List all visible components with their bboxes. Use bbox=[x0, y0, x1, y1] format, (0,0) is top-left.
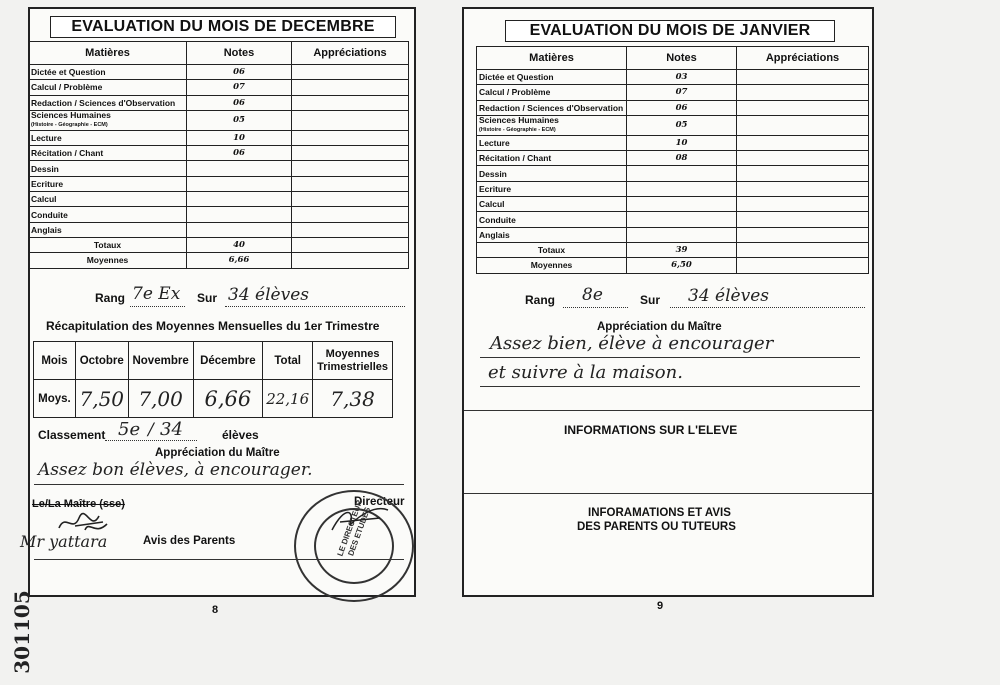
table-row: Sciences Humaines (Histoire - Géographie - ECM) 05 bbox=[29, 110, 409, 130]
classement-rank: 5e bbox=[118, 419, 141, 440]
note-value: 10 bbox=[627, 135, 737, 150]
table-row: Lecture 10 bbox=[477, 135, 869, 150]
table-row: Anglais bbox=[29, 222, 409, 237]
totaux-value: 40 bbox=[187, 237, 292, 252]
table-row: Sciences Humaines (Histoire - Géographie - ECM) 05 bbox=[477, 115, 869, 135]
table-row: Conduite bbox=[477, 212, 869, 227]
classement-label: Classement bbox=[38, 428, 106, 442]
avis-parents-label: Avis des Parents bbox=[143, 535, 236, 547]
note-value: 07 bbox=[187, 80, 292, 95]
appreciation-line-2: et suivre à la maison. bbox=[488, 362, 683, 383]
page-number-9: 9 bbox=[657, 600, 664, 612]
appreciation-title-left: Appréciation du Maître bbox=[155, 447, 280, 459]
note-value: 08 bbox=[627, 151, 737, 166]
recap-title: Récapitulation des Moyennes Mensuelles du 1er Trimestre bbox=[46, 319, 380, 333]
table-row: Moyennes 6,50 bbox=[477, 258, 869, 273]
recap-decembre: 6,66 bbox=[193, 380, 263, 418]
table-row: Ecriture bbox=[477, 181, 869, 196]
moyenne-value: 6,50 bbox=[627, 258, 737, 273]
recap-header-total: Total bbox=[263, 342, 313, 380]
janvier-title: EVALUATION DU MOIS DE JANVIER bbox=[505, 20, 835, 42]
recap-header-mois: Mois bbox=[34, 342, 76, 380]
rang-label: Rang bbox=[525, 293, 555, 307]
info-parents-1: INFORAMATIONS ET AVIS bbox=[588, 507, 731, 519]
sur-value: 34 élèves bbox=[228, 285, 309, 305]
maitre-label: Le/La Maître (sse) bbox=[32, 498, 125, 510]
appreciation-line-1: Assez bien, élève à encourager bbox=[490, 333, 774, 354]
classement-suffix: élèves bbox=[222, 428, 259, 442]
table-row: Calcul / Problème 07 bbox=[477, 85, 869, 100]
table-row: Calcul bbox=[477, 197, 869, 212]
header-appreciations: Appréciations bbox=[737, 47, 869, 70]
rang-value: 7e Ex bbox=[132, 284, 181, 304]
note-value: 07 bbox=[627, 85, 737, 100]
table-row: Calcul bbox=[29, 192, 409, 207]
table-row: Récitation / Chant 06 bbox=[29, 146, 409, 161]
table-row: Récitation / Chant 08 bbox=[477, 151, 869, 166]
appreciation-text-left: Assez bon élèves, à encourager. bbox=[38, 460, 313, 480]
sur-label: Sur bbox=[640, 293, 661, 307]
december-title: EVALUATION DU MOIS DE DECEMBRE bbox=[50, 16, 396, 38]
signature-name: Mr yattara bbox=[20, 532, 108, 551]
table-row: Totaux 39 bbox=[477, 242, 869, 257]
table-row: Dictée et Question 03 bbox=[477, 70, 869, 85]
stamp-text: LE DIRECTEUR DES ETUDES bbox=[335, 498, 373, 558]
moyenne-value: 6,66 bbox=[187, 253, 292, 268]
table-row: Redaction / Sciences d'Observation 06 bbox=[29, 95, 409, 110]
recap-header-moyennes: Moyennes Trimestrielles bbox=[313, 342, 393, 380]
header-appreciations: Appréciations bbox=[292, 42, 409, 65]
appreciation-title-right: Appréciation du Maître bbox=[597, 321, 722, 333]
recap-row-label: Moys. bbox=[34, 380, 76, 418]
director-signature bbox=[330, 500, 390, 535]
note-value: 06 bbox=[187, 95, 292, 110]
note-value: 05 bbox=[187, 110, 292, 130]
janvier-grades-table bbox=[476, 46, 869, 274]
note-value: 06 bbox=[627, 100, 737, 115]
info-eleve: INFORMATIONS SUR L'ELEVE bbox=[564, 423, 738, 437]
sur-label: Sur bbox=[197, 291, 218, 305]
recap-trimestre: 7,38 bbox=[313, 380, 393, 418]
rang-value: 8e bbox=[582, 285, 603, 305]
note-value: 03 bbox=[627, 70, 737, 85]
header-notes: Notes bbox=[627, 47, 737, 70]
table-row: Lecture 10 bbox=[29, 130, 409, 145]
recap-total: 22,16 bbox=[263, 380, 313, 418]
header-matieres: Matières bbox=[477, 47, 627, 70]
note-value: 05 bbox=[627, 115, 737, 135]
table-row: Dessin bbox=[29, 161, 409, 176]
table-row: Moyennes 6,66 bbox=[29, 253, 409, 268]
classement-total: 34 bbox=[160, 419, 183, 440]
rang-label: Rang bbox=[95, 291, 125, 305]
table-row: Conduite bbox=[29, 207, 409, 222]
recap-header-novembre: Novembre bbox=[128, 342, 193, 380]
recap-header-decembre: Décembre bbox=[193, 342, 263, 380]
sur-value: 34 élèves bbox=[688, 286, 769, 306]
note-value: 10 bbox=[187, 130, 292, 145]
info-parents-2: DES PARENTS OU TUTEURS bbox=[577, 521, 736, 533]
recap-novembre: 7,00 bbox=[128, 380, 193, 418]
directeur-label: Directeur bbox=[354, 496, 405, 508]
totaux-value: 39 bbox=[627, 242, 737, 257]
table-row: Calcul / Problème 07 bbox=[29, 80, 409, 95]
table-row: Dictée et Question 06 bbox=[29, 65, 409, 80]
table-row: Dessin bbox=[477, 166, 869, 181]
side-number: 301105 bbox=[9, 590, 34, 674]
note-value: 06 bbox=[187, 146, 292, 161]
header-notes: Notes bbox=[187, 42, 292, 65]
header-matieres: Matières bbox=[29, 42, 187, 65]
note-value: 06 bbox=[187, 65, 292, 80]
table-row: Anglais bbox=[477, 227, 869, 242]
table-row: Ecriture bbox=[29, 176, 409, 191]
table-row: Redaction / Sciences d'Observation 06 bbox=[477, 100, 869, 115]
december-grades-table bbox=[28, 41, 409, 269]
recap-octobre: 7,50 bbox=[75, 380, 128, 418]
page-number-8: 8 bbox=[212, 604, 219, 616]
recap-header-octobre: Octobre bbox=[75, 342, 128, 380]
recap-table bbox=[33, 341, 393, 418]
table-row: Totaux 40 bbox=[29, 237, 409, 252]
